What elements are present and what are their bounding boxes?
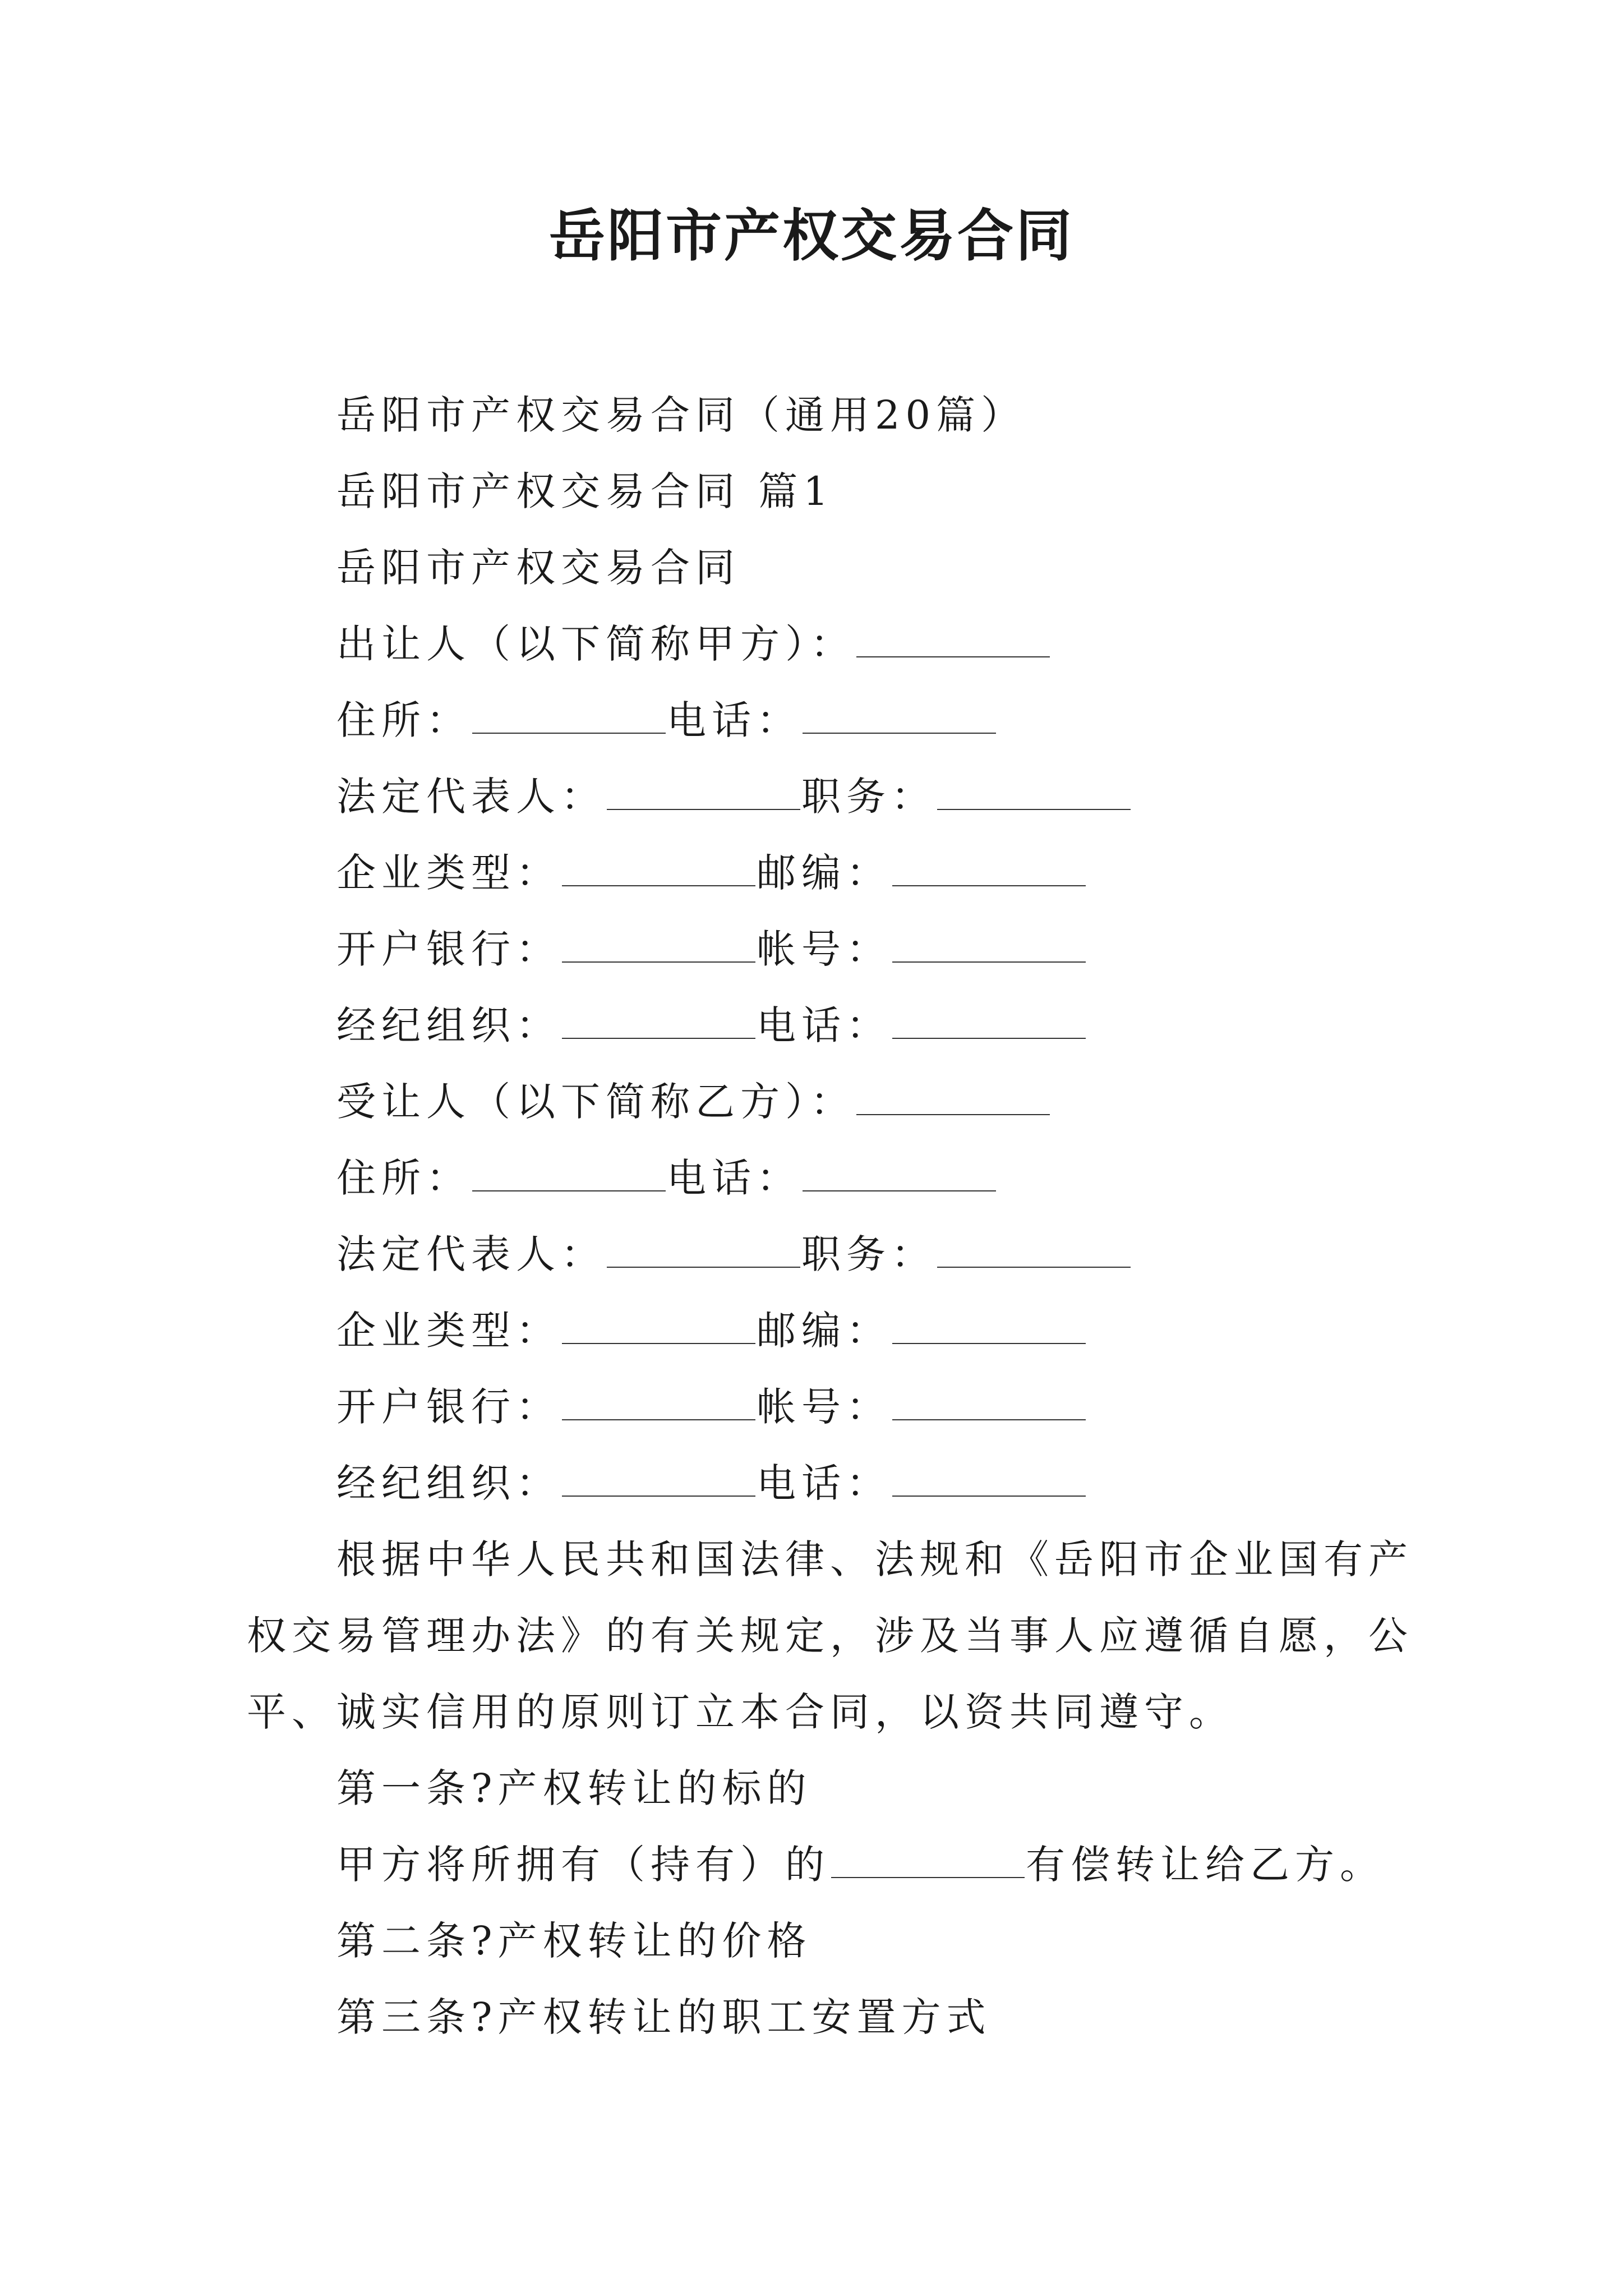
party-a-address-label: 住所： <box>336 697 471 743</box>
party-b-header-row <box>336 1074 1051 1130</box>
article-1-text-before: 甲方将所拥有（持有）的 <box>336 1842 830 1888</box>
article-1-heading: 第一条?产权转让的标的 <box>336 1765 812 1811</box>
party-b-postcode-field <box>892 1309 1086 1344</box>
document-title: 岳阳市产权交易合同 <box>549 203 1074 269</box>
article-1-text-after: 有偿转让给乙方。 <box>1026 1842 1385 1888</box>
article-2-heading: 第二条?产权转让的价格 <box>336 1918 812 1964</box>
party-b-account-field <box>892 1386 1086 1420</box>
party-a-postcode-field <box>892 852 1086 886</box>
party-a-bank-field <box>562 928 755 963</box>
party-a-position-label: 职务： <box>801 774 936 820</box>
party-a-agency-phone-field <box>892 1004 1086 1039</box>
party-a-agency-label: 经纪组织： <box>336 1002 561 1048</box>
party-a-rep-field <box>607 775 800 810</box>
party-b-type-row <box>336 1303 1087 1359</box>
party-b-agency-field <box>562 1462 755 1497</box>
preamble-line-2: 权交易管理办法》的有关规定，涉及当事人应遵循自愿，公 <box>247 1613 1413 1659</box>
party-a-type-row <box>336 845 1087 901</box>
party-a-bank-row <box>336 921 1087 977</box>
party-b-address-label: 住所： <box>336 1155 471 1201</box>
party-b-account-label: 帐号： <box>757 1384 891 1430</box>
party-a-agency-phone-label: 电话： <box>757 1002 891 1048</box>
party-b-rep-label: 法定代表人： <box>336 1231 606 1277</box>
party-b-type-field <box>562 1309 755 1344</box>
preamble-line-1: 根据中华人民共和国法律、法规和《岳阳市企业国有产 <box>336 1536 1413 1582</box>
party-b-position-label: 职务： <box>801 1231 936 1277</box>
party-b-phone-field <box>803 1157 996 1191</box>
section-heading: 岳阳市产权交易合同 篇1 <box>336 468 834 514</box>
party-a-position-field <box>937 775 1131 810</box>
party-b-name-field <box>856 1080 1050 1115</box>
party-b-rep-field <box>607 1233 800 1268</box>
party-b-postcode-label: 邮编： <box>757 1308 891 1354</box>
party-b-address-row <box>336 1150 997 1206</box>
party-a-type-field <box>562 852 755 886</box>
party-a-name-field <box>856 623 1050 657</box>
party-a-agency-field <box>562 1004 755 1039</box>
party-b-address-field <box>472 1157 666 1191</box>
party-b-header: 受让人（以下简称乙方）： <box>336 1079 855 1125</box>
party-b-type-label: 企业类型： <box>336 1308 561 1354</box>
preamble-line-3: 平、诚实信用的原则订立本合同，以资共同遵守。 <box>247 1689 1234 1735</box>
party-b-agency-label: 经纪组织： <box>336 1460 561 1506</box>
party-a-phone-label: 电话： <box>667 697 801 743</box>
party-a-header-row <box>336 616 1051 672</box>
party-b-phone-label: 电话： <box>667 1155 801 1201</box>
article-3-heading: 第三条?产权转让的职工安置方式 <box>336 1994 992 2040</box>
article-1-text-row <box>336 1837 1385 1893</box>
party-b-position-field <box>937 1233 1131 1268</box>
party-a-rep-row <box>336 769 1132 825</box>
party-a-account-field <box>892 928 1086 963</box>
party-b-agency-row <box>336 1455 1087 1511</box>
party-a-header: 出让人（以下简称甲方）： <box>336 621 855 667</box>
party-a-account-label: 帐号： <box>757 926 891 972</box>
party-a-bank-label: 开户银行： <box>336 926 561 972</box>
party-b-rep-row <box>336 1226 1132 1282</box>
party-b-bank-row <box>336 1379 1087 1435</box>
party-a-rep-label: 法定代表人： <box>336 774 606 820</box>
article-1-subject-field <box>831 1843 1025 1878</box>
party-a-agency-row <box>336 997 1087 1053</box>
document-subtitle: 岳阳市产权交易合同（通用20篇） <box>336 392 1026 438</box>
party-b-bank-field <box>562 1386 755 1420</box>
contract-name: 岳阳市产权交易合同 <box>336 545 740 591</box>
party-a-postcode-label: 邮编： <box>757 850 891 896</box>
party-a-type-label: 企业类型： <box>336 850 561 896</box>
party-a-address-field <box>472 699 666 734</box>
party-a-phone-field <box>803 699 996 734</box>
party-b-agency-phone-field <box>892 1462 1086 1497</box>
party-a-address-row <box>336 692 997 748</box>
party-b-agency-phone-label: 电话： <box>757 1460 891 1506</box>
party-b-bank-label: 开户银行： <box>336 1384 561 1430</box>
